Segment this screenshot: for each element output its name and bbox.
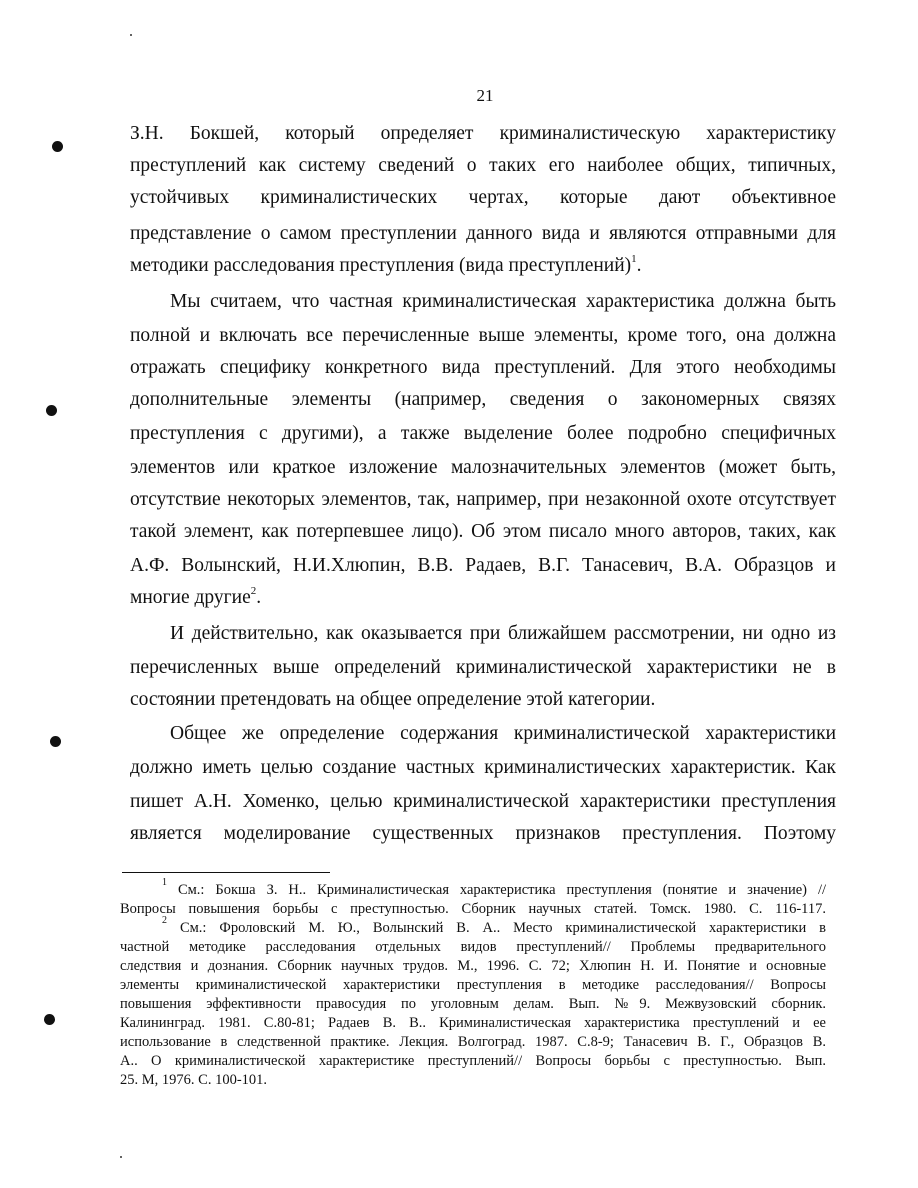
- body-line: состоянии претендовать на общее определение этой категории.: [130, 689, 656, 710]
- footnote-line: Вопросы повышения борьбы с преступностью. Сборник научных статей. Томск. 1980. С. 116-117.: [120, 901, 826, 917]
- footnote-separator: [122, 872, 330, 873]
- binder-hole: [50, 736, 61, 747]
- body-line: такой элемент, как потерпевшее лицо). Об этом писало много авторов, таких, как: [130, 521, 836, 542]
- footnote-text: См.: Бокша З. Н.. Криминалистическая характеристика преступления (понятие и значение) //: [177, 882, 826, 898]
- body-line: Общее же определение содержания криминалистической характеристики: [170, 723, 836, 744]
- line-ending: .: [636, 255, 642, 276]
- line-ending: .: [256, 587, 262, 608]
- footnote-line: повышения эффективности правосудия по уголовным делам. Вып. №9. Межвузовский сборник.: [120, 996, 826, 1012]
- scan-speck: [130, 34, 132, 36]
- binder-hole: [44, 1014, 55, 1025]
- footnote-line: [162, 877, 826, 899]
- footnote-line: частной методике расследования отдельных видов преступлений// Проблемы предварительного: [120, 939, 826, 955]
- footnote-line: Калининград. 1981. С.80-81; Радаев В. В.. Криминалистическая характеристика преступлений и ее: [120, 1015, 826, 1031]
- body-line: отсутствие некоторых элементов, так, например, при незаконной охоте отсутствует: [130, 489, 836, 510]
- footnote-marker: 1: [631, 252, 637, 265]
- binder-hole: [46, 405, 57, 416]
- body-line: И действительно, как оказывается при ближайшем рассмотрении, ни одно из: [170, 623, 836, 644]
- body-line: Мы считаем, что частная криминалистическая характеристика должна быть: [170, 291, 836, 312]
- footnote-line: следствия и дознания. Сборник научных трудов. М., 1996. С. 72; Хлюпин Н. И. Понятие и основные: [120, 958, 826, 974]
- scan-speck: [120, 1156, 122, 1158]
- body-line: дополнительные элементы (например, сведения о закономерных связях: [130, 389, 836, 410]
- binder-hole: [52, 141, 63, 152]
- body-line: [130, 254, 836, 278]
- page-number: 21: [476, 86, 494, 105]
- body-line: полной и включать все перечисленные выше элементы, кроме того, она должна: [130, 325, 836, 346]
- body-line: представление о самом преступлении данного вида и являются отправными для: [130, 223, 836, 244]
- footnote-line: А.. О криминалистической характеристике преступлений// Вопросы борьбы с преступностью. Вып.: [120, 1053, 826, 1069]
- body-line: преступления с другими), а также выделение более подробно специфичных: [130, 423, 836, 444]
- body-line-text: методики расследования преступления (вида преступлений): [130, 255, 632, 276]
- body-line: [130, 586, 836, 610]
- body-line: должно иметь целью создание частных криминалистических характеристик. Как: [130, 757, 836, 778]
- footnote-line: использование в следственной практике. Лекция. Волгоград. 1987. С.8-9; Танасевич В. Г., Образцов В.: [120, 1034, 826, 1050]
- body-line: является моделирование существенных признаков преступления. Поэтому: [130, 823, 836, 844]
- body-line: элементов или краткое изложение малозначительных элементов (может быть,: [130, 457, 836, 478]
- body-line: А.Ф. Волынский, Н.И.Хлюпин, В.В. Радаев, В.Г. Танасевич, В.А. Образцов и: [130, 555, 836, 576]
- footnote-marker: 2: [250, 584, 257, 597]
- footnote-number: 1: [162, 877, 167, 889]
- body-line: устойчивых криминалистических чертах, которые дают объективное: [130, 187, 836, 208]
- footnote-line: 25. М, 1976. С. 100-101.: [120, 1072, 268, 1088]
- footnote-number: 2: [162, 915, 167, 927]
- footnote-text: См.: Фроловский М. Ю., Волынский В. А.. Место криминалистической характеристики в: [179, 920, 826, 936]
- body-line: перечисленных выше определений криминалистической характеристики не в: [130, 657, 836, 678]
- body-line: пишет А.Н. Хоменко, целью криминалистической характеристики преступления: [130, 791, 836, 812]
- body-line: З.Н. Бокшей, который определяет криминалистическую характеристику: [130, 123, 836, 144]
- body-line-text: многие другие: [130, 587, 251, 608]
- body-line: отражать специфику конкретного вида преступлений. Для этого необходимы: [130, 357, 836, 378]
- footnote-line: [162, 915, 826, 937]
- footnote-line: элементы криминалистической характеристики преступления в методике расследования// Вопросы: [120, 977, 826, 993]
- body-line: преступлений как систему сведений о таких его наиболее общих, типичных,: [130, 155, 836, 176]
